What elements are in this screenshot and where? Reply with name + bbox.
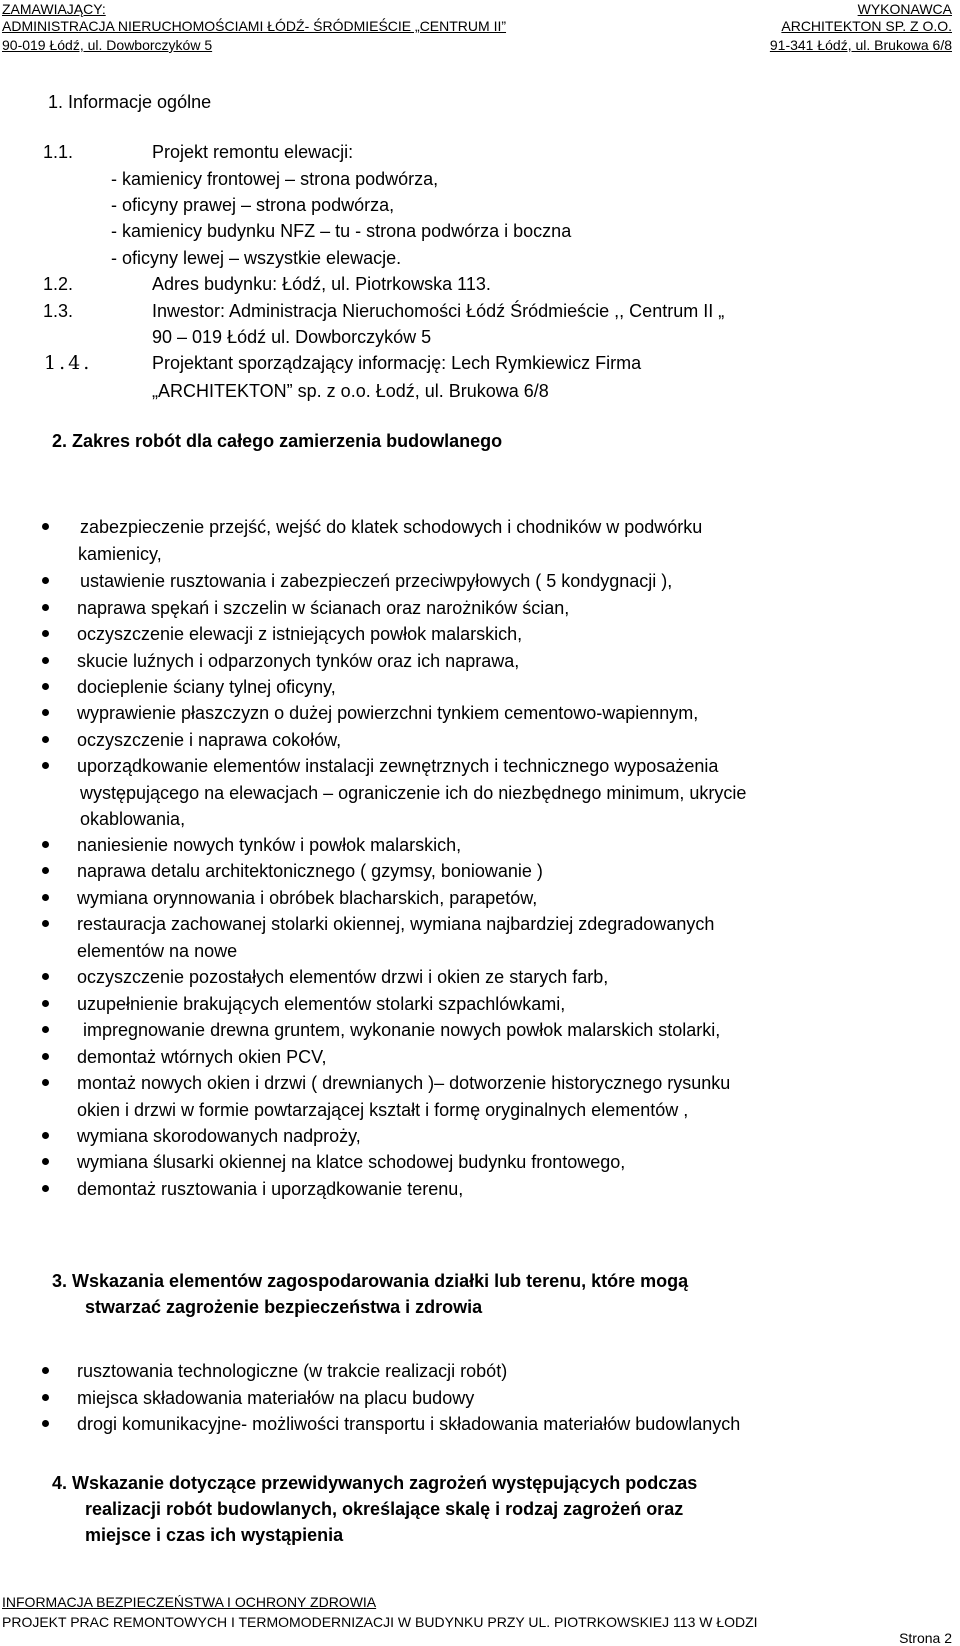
- bullet-dot: [42, 1367, 49, 1374]
- section2-bullet-text: montaż nowych okien i drzwi ( drewnianych )– dotworzenie historycznego rysunku: [77, 1073, 731, 1093]
- footer-page-number: Strona 2: [899, 1630, 952, 1646]
- section2-bullet-text: oczyszczenie pozostałych elementów drzwi i okien ze starych farb,: [77, 967, 609, 987]
- bullet-dot: [42, 1158, 49, 1165]
- header-contractor-label: WYKONAWCA: [857, 1, 952, 17]
- bullet-dot: [42, 1053, 49, 1060]
- bullet-dot: [42, 1132, 49, 1139]
- section3-bullet-text: rusztowania technologiczne (w trakcie realizacji robót): [77, 1361, 508, 1381]
- section3-bullet-text: miejsca składowania materiałów na placu budowy: [77, 1388, 475, 1408]
- section2-bullet-text: ustawienie rusztowania i zabezpieczeń przeciwpyłowych ( 5 kondygnacji ),: [80, 571, 673, 591]
- item-1-1-number: 1.1.: [43, 142, 74, 162]
- section2-bullet-text: wymiana orynnowania i obróbek blacharskich, parapetów,: [77, 888, 538, 908]
- bullet-dot: [42, 630, 49, 637]
- section2-bullet-text: demontaż wtórnych okien PCV,: [77, 1047, 327, 1067]
- bullet-dot: [42, 1000, 49, 1007]
- section2-bullet-text: wyprawienie płaszczyzn o dużej powierzchni tynkiem cementowo-wapiennym,: [77, 703, 699, 723]
- section2-bullet-text: naniesienie nowych tynków i powłok malarskich,: [77, 835, 462, 855]
- bullet-dot: [42, 683, 49, 690]
- item-1-2-number: 1.2.: [43, 274, 74, 294]
- item-1-3-text-1: Inwestor: Administracja Nieruchomości Łódź Śródmieście ,, Centrum II „: [152, 301, 725, 321]
- bullet-dot: [42, 841, 49, 848]
- item-1-1-sub-1: - kamienicy frontowej – strona podwórza,: [111, 169, 439, 189]
- header-client-address: 90-019 Łódź, ul. Dowborczyków 5: [2, 37, 213, 53]
- bullet-dot: [42, 1394, 49, 1401]
- item-1-2-text: Adres budynku: Łódź, ul. Piotrkowska 113.: [152, 274, 491, 294]
- footer-doc-title: INFORMACJA BEZPIECZEŃSTWA I OCHRONY ZDROWIA: [2, 1594, 377, 1610]
- section2-bullet-text: naprawa detalu architektonicznego ( gzymsy, boniowanie ): [77, 861, 543, 881]
- section3-bullet-text: drogi komunikacyjne- możliwości transportu i składowania materiałów budowlanych: [77, 1414, 741, 1434]
- header-contractor-name: ARCHITEKTON SP. Z O.O.: [781, 18, 952, 34]
- section2-bullet-text: okien i drzwi w formie powtarzającej kształt i formę oryginalnych elementów ,: [77, 1099, 689, 1120]
- section2-bullet-text: restauracja zachowanej stolarki okiennej, wymiana najbardziej zdegradowanych: [77, 914, 715, 934]
- section1-heading: 1. Informacje ogólne: [48, 92, 212, 112]
- section2-bullet-text: kamienicy,: [78, 543, 162, 564]
- section2-bullet-text: demontaż rusztowania i uporządkowanie terenu,: [77, 1179, 464, 1199]
- bullet-dot: [42, 604, 49, 611]
- bullet-dot: [42, 736, 49, 743]
- bullet-dot: [42, 973, 49, 980]
- section2-bullet-text: naprawa spękań i szczelin w ścianach oraz narożników ścian,: [77, 598, 570, 618]
- bullet-dot: [42, 867, 49, 874]
- item-1-3-text-2: 90 – 019 Łódź ul. Dowborczyków 5: [152, 327, 432, 347]
- bullet-dot: [42, 657, 49, 664]
- item-1-1-sub-2: - oficyny prawej – strona podwórza,: [111, 195, 395, 215]
- bullet-dot: [42, 577, 49, 584]
- section3-heading-line-1: 3. Wskazania elementów zagospodarowania działki lub terenu, które mogą: [52, 1271, 689, 1291]
- bullet-dot: [42, 1420, 49, 1427]
- bullet-dot: [42, 1026, 49, 1033]
- bullet-dot: [42, 894, 49, 901]
- section2-bullet-text: występującego na elewacjach – ograniczenie ich do niezbędnego minimum, ukrycie: [80, 782, 747, 803]
- bullet-dot: [42, 762, 49, 769]
- item-1-4-text-2: „ARCHITEKTON” sp. z o.o. Łodź, ul. Brukowa 6/8: [152, 381, 549, 401]
- item-1-1-sub-4: - oficyny lewej – wszystkie elewacje.: [111, 248, 402, 268]
- section2-bullet-text: uzupełnienie brakujących elementów stolarki szpachlówkami,: [77, 994, 566, 1014]
- section2-bullet-text: okablowania,: [80, 809, 186, 829]
- bullet-dot: [42, 1079, 49, 1086]
- section2-bullet-text: zabezpieczenie przejść, wejść do klatek schodowych i chodników w podwórku: [80, 517, 703, 537]
- header-client-name: ADMINISTRACJA NIERUCHOMOŚCIAMI ŁÓDŹ- ŚRÓDMIEŚCIE „CENTRUM II”: [2, 18, 507, 34]
- item-1-4-number: 1.4.: [44, 352, 93, 374]
- section4-heading-line-3: miejsce i czas ich wystąpienia: [85, 1525, 344, 1545]
- section2-bullet-text: impregnowanie drewna gruntem, wykonanie nowych powłok malarskich stolarki,: [83, 1020, 721, 1040]
- section2-bullet-text: wymiana ślusarki okiennej na klatce schodowej budynku frontowego,: [77, 1152, 626, 1172]
- header-contractor-address: 91-341 Łódź, ul. Brukowa 6/8: [769, 37, 952, 53]
- item-1-3-number: 1.3.: [43, 301, 74, 321]
- section2-bullet-text: elementów na nowe: [77, 940, 238, 961]
- section3-heading-line-2: stwarzać zagrożenie bezpieczeństwa i zdrowia: [85, 1297, 483, 1317]
- section2-bullet-text: skucie luźnych i odparzonych tynków oraz ich naprawa,: [77, 651, 520, 671]
- section2-bullet-text: oczyszczenie elewacji z istniejących powłok malarskich,: [77, 624, 523, 644]
- section2-bullet-text: wymiana skorodowanych nadproży,: [77, 1126, 361, 1146]
- item-1-1-text: Projekt remontu elewacji:: [152, 142, 354, 162]
- section2-bullet-text: oczyszczenie i naprawa cokołów,: [77, 730, 342, 750]
- item-1-4-text-1: Projektant sporządzający informację: Lech Rymkiewicz Firma: [152, 353, 642, 373]
- section4-heading-line-1: 4. Wskazanie dotyczące przewidywanych zagrożeń występujących podczas: [52, 1473, 698, 1493]
- bullet-dot: [42, 523, 49, 530]
- header-client-label: ZAMAWIAJĄCY:: [2, 1, 106, 17]
- section2-bullet-text: uporządkowanie elementów instalacji zewnętrznych i technicznego wyposażenia: [77, 756, 719, 776]
- section2-bullet-text: docieplenie ściany tylnej oficyny,: [77, 677, 336, 697]
- bullet-dot: [42, 709, 49, 716]
- section2-heading: 2. Zakres robót dla całego zamierzenia budowlanego: [52, 431, 503, 451]
- bullet-dot: [42, 1185, 49, 1192]
- bullet-dot: [42, 920, 49, 927]
- item-1-1-sub-3: - kamienicy budynku NFZ – tu - strona podwórza i boczna: [111, 221, 572, 241]
- footer-project-title: PROJEKT PRAC REMONTOWYCH I TERMOMODERNIZACJI W BUDYNKU PRZY UL. PIOTRKOWSKIEJ 113 W ŁODZI: [2, 1614, 758, 1630]
- section4-heading-line-2: realizacji robót budowlanych, określające skalę i rodzaj zagrożeń oraz: [85, 1499, 684, 1519]
